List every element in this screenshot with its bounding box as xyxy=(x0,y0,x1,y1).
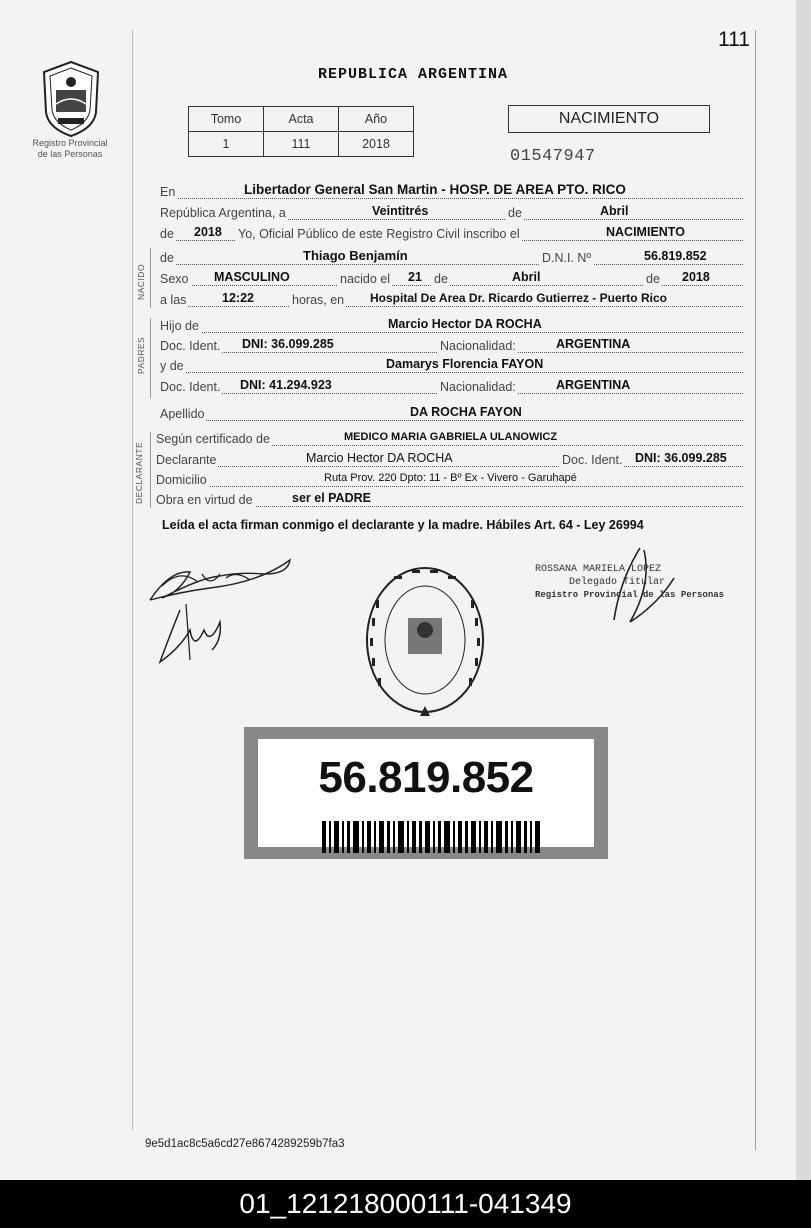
label-oficial: Yo, Oficial Público de este Registro Civil inscribo el xyxy=(238,227,520,241)
value-nombre: Thiago Benjamín xyxy=(303,248,408,263)
value-declarante-doc: DNI: 36.099.285 xyxy=(635,451,727,465)
value-hospital: Hospital De Area Dr. Ricardo Gutierrez - Puerto Rico xyxy=(370,291,667,305)
value-madre-doc: DNI: 41.294.923 xyxy=(240,378,332,392)
label-de-3: de xyxy=(160,251,174,265)
row-fecha xyxy=(160,203,743,222)
tomo-value: 1 xyxy=(189,132,264,157)
page-number: 111 xyxy=(718,28,750,51)
officer-stamp xyxy=(535,563,724,602)
label-domicilio: Domicilio xyxy=(156,473,207,487)
value-sexo: MASCULINO xyxy=(214,270,290,284)
row-domicilio xyxy=(156,470,743,489)
value-padre-nac: ARGENTINA xyxy=(556,337,631,351)
tomo-header: Tomo xyxy=(189,107,264,132)
padres-bracket xyxy=(150,318,151,398)
side-label-declarante: DECLARANTE xyxy=(134,441,144,504)
label-republica: República Argentina, a xyxy=(160,206,286,220)
label-hijo-de: Hijo de xyxy=(160,319,199,333)
officer-name: ROSSANA MARIELA LOPEZ xyxy=(535,564,662,575)
value-lugar: Libertador General San Martin - HOSP. DE AREA PTO. RICO xyxy=(244,182,626,197)
label-doc-ident-3: Doc. Ident. xyxy=(562,453,623,467)
value-nac-mes: Abril xyxy=(512,270,541,284)
row-certificado xyxy=(156,429,743,448)
label-de-4: de xyxy=(434,272,448,286)
label-a-las: a las xyxy=(160,293,187,307)
value-padre-doc: DNI: 36.099.285 xyxy=(242,337,334,351)
value-declarante: Marcio Hector DA ROCHA xyxy=(306,451,453,465)
registry-label: Registro Provincial de las Personas xyxy=(32,138,108,159)
value-tipo: NACIMIENTO xyxy=(606,225,685,239)
next-page-edge xyxy=(796,0,811,1180)
value-certificado: MEDICO MARIA GABRIELA ULANOWICZ xyxy=(344,431,558,443)
row-madre xyxy=(160,356,743,375)
nacido-bracket xyxy=(150,248,151,308)
row-obra xyxy=(156,490,743,509)
barcode-number: 56.819.852 xyxy=(318,753,534,802)
row-sexo xyxy=(160,269,743,288)
officer-office: Registro Provincial de las Personas xyxy=(535,590,725,600)
side-label-nacido: NACIDO xyxy=(136,263,146,300)
value-obra: ser el PADRE xyxy=(292,491,371,505)
declarante-bracket xyxy=(150,432,151,508)
value-madre: Damarys Florencia FAYON xyxy=(386,357,544,371)
acta-value: 111 xyxy=(264,132,339,157)
label-en: En xyxy=(160,185,176,199)
value-dia: Veintitrés xyxy=(372,204,429,218)
row-oficial xyxy=(160,224,743,243)
label-y-de: y de xyxy=(160,359,184,373)
row-madre-doc xyxy=(160,377,743,396)
value-padre: Marcio Hector DA ROCHA xyxy=(388,317,542,331)
label-obra: Obra en virtud de xyxy=(156,493,253,507)
page-edge xyxy=(755,30,756,1150)
row-padre xyxy=(160,316,743,335)
provincial-shield-logo xyxy=(36,60,106,138)
label-doc-ident: Doc. Ident. xyxy=(160,339,221,353)
page-margin-line xyxy=(132,30,133,1130)
label-declarante: Declarante xyxy=(156,453,217,467)
closing-statement: Leída el acta firman conmigo el declarante y la madre. Hábiles Art. 64 - Ley 26994 xyxy=(162,518,644,532)
label-doc-ident-2: Doc. Ident. xyxy=(160,380,221,394)
serial-number: 01547947 xyxy=(510,147,596,166)
label-de-2: de xyxy=(160,227,174,241)
row-declarante xyxy=(156,450,743,469)
value-anio: 2018 xyxy=(194,225,222,239)
value-nac-anio: 2018 xyxy=(682,270,710,284)
side-label-padres: PADRES xyxy=(136,336,146,374)
label-nacionalidad-2: Nacionalidad: xyxy=(440,380,516,394)
value-apellido: DA ROCHA FAYON xyxy=(410,405,522,419)
barcode-label xyxy=(244,727,608,859)
row-lugar xyxy=(160,182,743,201)
label-segun: Según certificado de xyxy=(156,432,270,446)
label-horas-en: horas, en xyxy=(292,293,345,307)
footer-id: 01_121218000111-041349 xyxy=(0,1180,811,1228)
anio-header: Año xyxy=(339,107,414,132)
row-nombre xyxy=(160,248,743,267)
acta-table xyxy=(188,106,414,157)
label-sexo: Sexo xyxy=(160,272,189,286)
label-dni: D.N.I. Nº xyxy=(542,251,592,265)
value-nac-dia: 21 xyxy=(408,270,422,284)
label-apellido: Apellido xyxy=(160,407,205,421)
barcode-bars xyxy=(322,821,542,853)
label-nacido-el: nacido el xyxy=(340,272,391,286)
value-dni: 56.819.852 xyxy=(644,249,707,263)
act-type-box: NACIMIENTO xyxy=(508,105,710,133)
official-seal xyxy=(360,560,490,720)
label-de-5: de xyxy=(646,272,660,286)
value-hora: 12:22 xyxy=(222,291,254,305)
label-de: de xyxy=(508,206,522,220)
anio-value: 2018 xyxy=(339,132,414,157)
value-mes: Abril xyxy=(600,204,629,218)
value-domicilio: Ruta Prov. 220 Dpto: 11 - Bº Ex - Vivero - Garuhapé xyxy=(324,472,577,484)
value-madre-nac: ARGENTINA xyxy=(556,378,631,392)
row-apellido xyxy=(160,404,743,423)
label-nacionalidad: Nacionalidad: xyxy=(440,339,516,353)
officer-role: Delegado Titular xyxy=(569,577,666,588)
document-title: REPUBLICA ARGENTINA xyxy=(318,66,509,83)
mother-signature xyxy=(150,600,240,675)
document-hash: 9e5d1ac8c5a6cd27e8674289259b7fa3 xyxy=(145,1138,345,1150)
row-padre-doc xyxy=(160,336,743,355)
row-hora xyxy=(160,290,743,309)
acta-header: Acta xyxy=(264,107,339,132)
